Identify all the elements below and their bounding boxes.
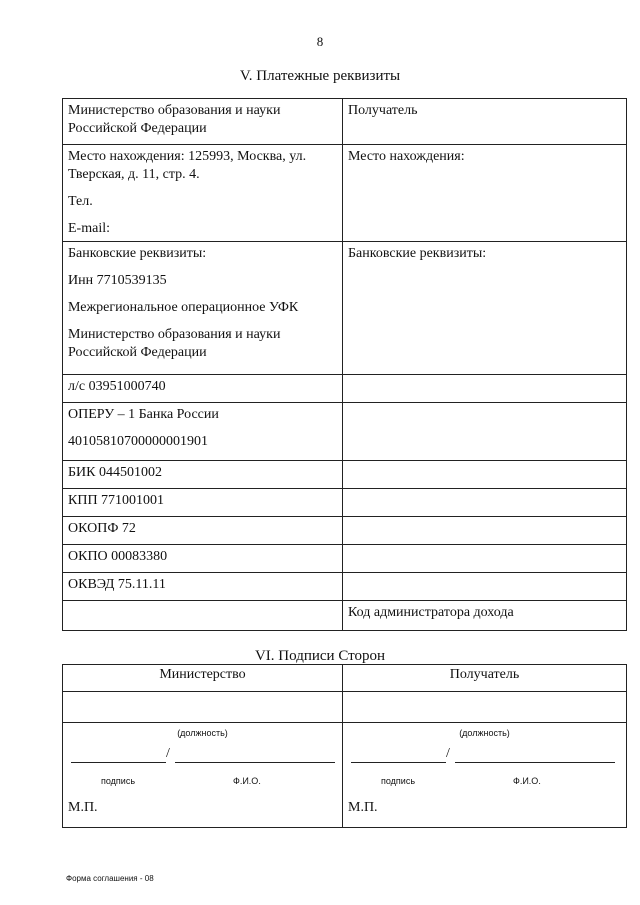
recipient-signature-block (343, 692, 627, 828)
kpp-cell: КПП 771001001 (63, 489, 343, 517)
table-row (63, 145, 627, 242)
table-row (63, 665, 627, 692)
fio-line (175, 762, 335, 763)
ufk-name: Межрегиональное операционное УФК (68, 300, 299, 315)
ministry-name-bank: Министерство образования и науки Российской Федерации (68, 327, 281, 360)
settlement-account: 40105810700000001901 (68, 434, 208, 449)
inn-value: Инн 7710539135 (68, 273, 167, 288)
signature-caption: подпись (381, 776, 416, 786)
ministry-name-cell: Министерство образования и науки Российской Федерации (63, 99, 343, 145)
signature-line (351, 762, 446, 763)
table-row (63, 489, 627, 517)
table-row (63, 692, 627, 828)
recipient-location-cell: Место нахождения: (343, 145, 627, 242)
section-title-payment-details: V. Платежные реквизиты (239, 68, 401, 84)
recipient-bank-cell: Банковские реквизиты: (343, 242, 627, 375)
okved-cell: ОКВЭД 75.11.11 (63, 573, 343, 601)
stamp-label: М.П. (348, 800, 378, 815)
table-row (63, 601, 627, 631)
bank-name-cell: ОПЕРУ – 1 Банка России 40105810700000001901 (63, 403, 343, 461)
signature-header-recipient: Получатель (343, 665, 627, 692)
page-number: 8 (316, 34, 324, 49)
table-row (63, 375, 627, 403)
position-blank (63, 692, 342, 723)
table-row (63, 242, 627, 375)
signature-caption: подпись (101, 776, 136, 786)
email-label: E-mail: (68, 221, 110, 236)
ministry-location-cell: Место нахождения: 125993, Москва, ул. Тверская, д. 11, стр. 4. Тел. E-mail: (63, 145, 343, 242)
bik-cell: БИК 044501002 (63, 461, 343, 489)
position-caption: (должность) (177, 728, 228, 738)
signature-line (71, 762, 166, 763)
signature-slash: / (166, 746, 170, 761)
fio-line (455, 762, 615, 763)
signature-header-ministry: Министерство (63, 665, 343, 692)
income-admin-code-cell: Код администратора дохода (343, 601, 627, 631)
fio-caption: Ф.И.О. (233, 776, 261, 786)
table-row (63, 461, 627, 489)
fio-caption: Ф.И.О. (513, 776, 541, 786)
ministry-bank-cell: Банковские реквизиты: Инн 7710539135 Межрегиональное операционное УФК Министерство образования и науки Российской Федерации (63, 242, 343, 375)
position-blank (343, 692, 626, 723)
table-row (63, 517, 627, 545)
okpo-cell: ОКПО 00083380 (63, 545, 343, 573)
phone-label: Тел. (68, 194, 93, 209)
signature-slash: / (446, 746, 450, 761)
account-cell: л/с 03951000740 (63, 375, 343, 403)
position-caption: (должность) (459, 728, 510, 738)
table-row (63, 573, 627, 601)
ministry-signature-block (63, 692, 343, 828)
table-row (63, 545, 627, 573)
stamp-label: М.П. (68, 800, 98, 815)
recipient-cell: Получатель (343, 99, 627, 145)
signatures-table (62, 664, 627, 828)
form-footer: Форма соглашения - 08 (66, 874, 154, 883)
section-title-signatures: VI. Подписи Сторон (254, 648, 386, 664)
table-row (63, 403, 627, 461)
okopf-cell: ОКОПФ 72 (63, 517, 343, 545)
table-row (63, 99, 627, 145)
payment-details-table (62, 98, 627, 631)
